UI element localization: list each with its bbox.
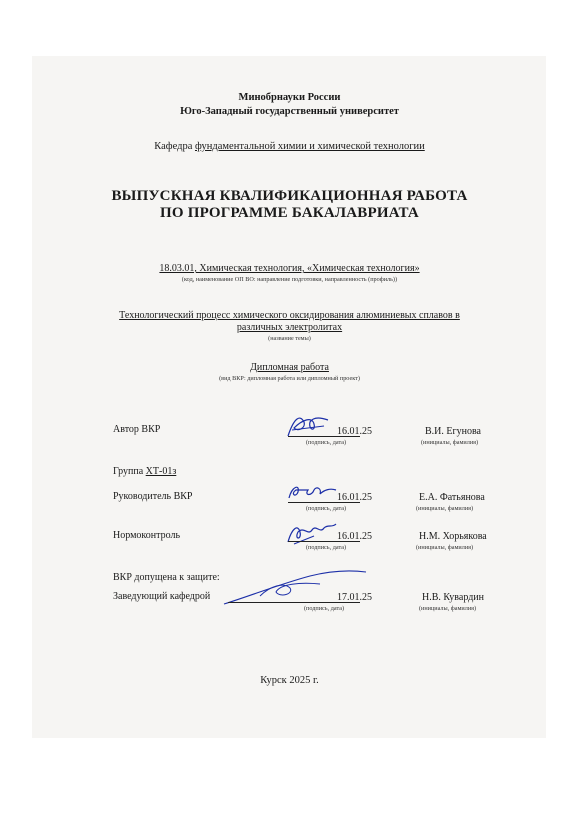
topic-line1: Технологический процесс химического оксидирования алюминиевых сплавов в [119, 310, 460, 321]
admitted-to-defense: ВКР допущена к защите: [113, 572, 220, 583]
normcontrol-label: Нормоконтроль [113, 530, 181, 541]
supervisor-name-caption: (инициалы, фамилия) [416, 505, 474, 512]
direction-value: 18.03.01, Химическая технология, «Химическая технология» [159, 263, 420, 274]
normcontrol-name: Н.М. Хорьякова [419, 531, 487, 542]
supervisor-date: 16.01.25 [337, 492, 372, 503]
supervisor-name: Е.А. Фатьянова [419, 492, 485, 503]
ministry-heading: Минобрнауки России [238, 92, 341, 103]
head-name-caption: (инициалы, фамилия) [419, 605, 477, 612]
head-date-caption: (подпись, дата) [304, 605, 345, 612]
head-label: Заведующий кафедрой [113, 591, 211, 602]
department-prefix: Кафедра [154, 141, 195, 152]
topic-line2: различных электролитах [236, 322, 343, 333]
head-name: Н.В. Кувардин [422, 592, 484, 603]
author-date-caption: (подпись, дата) [306, 439, 347, 446]
supervisor-signature [286, 480, 340, 502]
head-date: 17.01.25 [337, 592, 372, 603]
group-label: Группа [113, 466, 146, 477]
author-label: Автор ВКР [113, 424, 161, 435]
group-value: ХТ-01з [145, 466, 177, 477]
author-date: 16.01.25 [337, 426, 372, 437]
supervisor-label: Руководитель ВКР [113, 491, 193, 502]
university-heading: Юго-Западный государственный университет [180, 106, 399, 117]
direction-caption: (код, наименование ОП ВО: направление подготовки, направленность (профиль)) [181, 276, 398, 283]
department-line [0, 141, 579, 152]
document-title-line2: ПО ПРОГРАММЕ БАКАЛАВРИАТА [160, 205, 419, 221]
author-name-caption: (инициалы, фамилия) [421, 439, 479, 446]
normcontrol-date: 16.01.25 [337, 531, 372, 542]
document-title-line1: ВЫПУСКНАЯ КВАЛИФИКАЦИОННАЯ РАБОТА [111, 188, 468, 204]
normcontrol-date-caption: (подпись, дата) [306, 544, 347, 551]
department-name: фундаментальной химии и химической технологии [194, 141, 425, 152]
city-year: Курск 2025 г. [260, 675, 319, 686]
normcontrol-name-caption: (инициалы, фамилия) [416, 544, 474, 551]
author-name: В.И. Егунова [425, 426, 481, 437]
head-signature [220, 566, 370, 610]
work-type-caption: (вид ВКР: дипломная работа или дипломный проект) [219, 375, 360, 382]
topic-caption: (название темы) [268, 335, 311, 342]
work-type-value: Дипломная работа [250, 362, 329, 373]
supervisor-date-caption: (подпись, дата) [306, 505, 347, 512]
document-page [32, 56, 546, 738]
group-line [113, 466, 176, 477]
